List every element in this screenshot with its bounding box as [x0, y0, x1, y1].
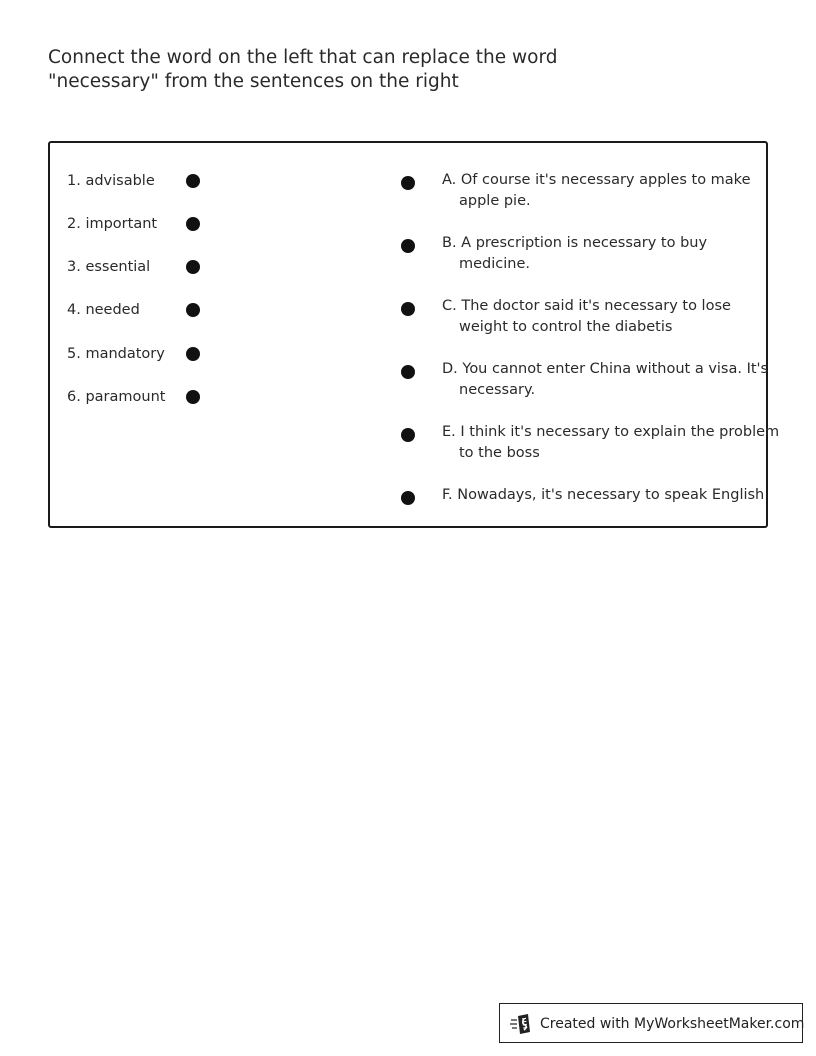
match-dot-left-1[interactable] — [186, 174, 200, 188]
left-item-label: 1. advisable — [67, 173, 155, 189]
match-dot-right-b[interactable] — [401, 239, 415, 253]
right-item-b — [393, 236, 763, 280]
match-dot-left-3[interactable] — [186, 260, 200, 274]
match-dot-right-e[interactable] — [401, 428, 415, 442]
matching-box — [48, 141, 780, 528]
match-dot-left-4[interactable] — [186, 303, 200, 317]
footer-badge[interactable] — [499, 1003, 803, 1043]
left-item-1 — [67, 170, 227, 192]
right-item-c — [393, 299, 763, 343]
right-item-line-2: weight to control the diabetis — [459, 319, 673, 335]
left-item-4 — [67, 299, 227, 321]
left-item-label: 4. needed — [67, 302, 140, 318]
left-item-2 — [67, 213, 227, 235]
right-item-line-1: B. A prescription is necessary to buy — [442, 235, 708, 251]
match-dot-left-6[interactable] — [186, 390, 200, 404]
right-item-line-1: D. You cannot enter China without a visa. It's — [442, 361, 769, 377]
left-item-6 — [67, 386, 227, 408]
left-item-5 — [67, 343, 227, 365]
right-item-line-2: to the boss — [459, 445, 540, 461]
right-item-text — [442, 485, 765, 506]
right-item-f — [393, 488, 763, 532]
instructions-line-1: Connect the word on the left that can replace the word — [48, 47, 558, 68]
match-dot-left-5[interactable] — [186, 347, 200, 361]
match-dot-left-2[interactable] — [186, 217, 200, 231]
right-item-line-1: E. I think it's necessary to explain the problem — [442, 424, 780, 440]
right-item-a — [393, 173, 763, 217]
right-item-text — [442, 359, 769, 401]
right-item-text — [442, 233, 762, 275]
right-item-text — [442, 296, 762, 338]
right-item-line-1: C. The doctor said it's necessary to lose — [442, 298, 731, 314]
match-dot-right-f[interactable] — [401, 491, 415, 505]
right-item-text — [442, 170, 762, 212]
right-item-line-1: F. Nowadays, it's necessary to speak English — [442, 487, 765, 503]
match-dot-right-c[interactable] — [401, 302, 415, 316]
left-item-label: 6. paramount — [67, 389, 166, 405]
right-item-line-2: necessary. — [459, 382, 536, 398]
left-item-label: 5. mandatory — [67, 346, 165, 362]
left-item-label: 2. important — [67, 216, 158, 232]
right-item-d — [393, 361, 769, 406]
match-dot-right-d[interactable] — [401, 365, 415, 379]
left-item-label: 3. essential — [67, 259, 151, 275]
worksheet-maker-logo-icon — [510, 1012, 534, 1036]
footer-credit-text: Created with MyWorksheetMaker.com — [540, 1016, 805, 1032]
instructions-line-2: "necessary" from the sentences on the right — [48, 71, 459, 92]
left-item-3 — [67, 256, 227, 278]
right-item-text — [442, 422, 780, 464]
right-item-line-1: A. Of course it's necessary apples to make — [442, 172, 751, 188]
right-item-e — [393, 424, 780, 469]
match-dot-right-a[interactable] — [401, 176, 415, 190]
right-item-line-2: medicine. — [459, 256, 530, 272]
right-item-line-2: apple pie. — [459, 193, 531, 209]
instructions — [48, 46, 608, 94]
